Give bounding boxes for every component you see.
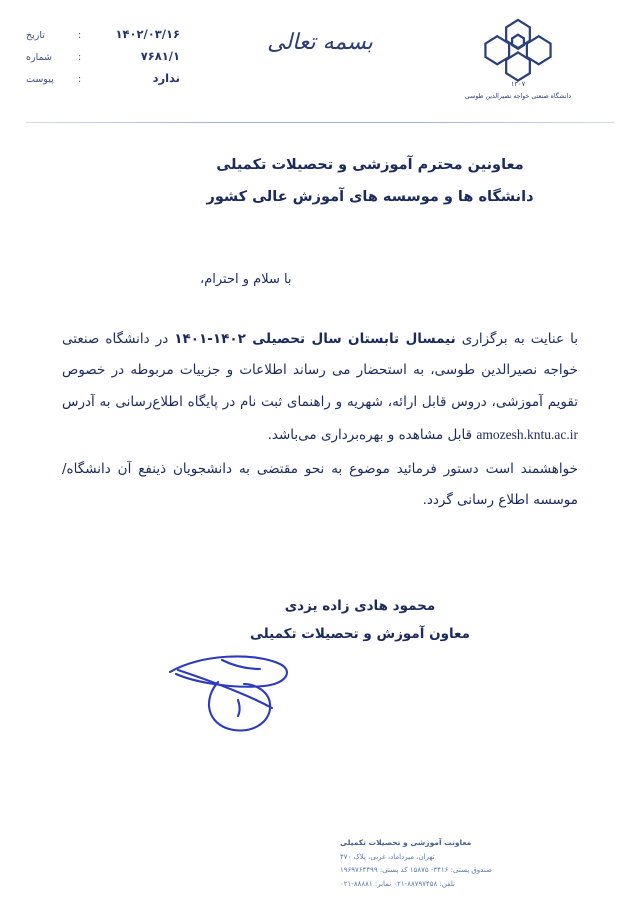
meta-row-number	[26, 46, 206, 68]
footer-phone: تلفن: ۸۸۷۹۷۴۵۸-۰۲۱ نمابر: ۸۸۸۸۱-۰۲۱	[340, 879, 455, 888]
meta-label-number: شماره	[26, 51, 52, 63]
letter-footer	[0, 836, 640, 891]
footer-department: معاونت آموزشی و تحصیلات تکمیلی	[340, 837, 472, 847]
paragraph1-tail: قابل مشاهده و بهره‌برداری می‌باشد.	[267, 426, 477, 443]
addressee-block	[160, 150, 580, 214]
meta-value-attachment: ندارد	[152, 70, 180, 85]
portal-url-text: amozesh.kntu.ac.ir	[476, 426, 578, 442]
meta-colon-number: :	[78, 51, 82, 63]
meta-row-date	[26, 24, 206, 46]
body-paragraph-1	[62, 324, 578, 452]
signatory-title: معاون آموزش و تحصیلات تکمیلی	[249, 626, 471, 643]
addressee-line-2: دانشگاه ها و موسسه های آموزش عالی کشور	[206, 188, 534, 205]
basmala-text: بسمه تعالی	[267, 30, 373, 55]
body-paragraph-2: خواهشمند است دستور فرمائید موضوع به نحو مقتضی به دانشجویان ذینفع آن دانشگاه/موسسه اطلاع رسانی گردد.	[62, 460, 578, 509]
letter-meta-block	[26, 24, 206, 90]
meta-label-attachment: پیوست	[26, 73, 54, 85]
handwritten-signature-icon	[160, 636, 330, 746]
signatory-name: محمود هادی زاده یزدی	[284, 598, 436, 614]
university-name-caption: دانشگاه صنعتی خواجه نصیرالدین طوسی	[464, 92, 572, 100]
meta-colon-attachment: :	[78, 73, 82, 85]
footer-postal: صندوق پستی: ۳۴۱۶- ۱۵۸۷۵ کد پستی: ۱۹۶۹۷۶۴۴۹۹	[340, 866, 492, 875]
university-logo-block	[458, 14, 578, 100]
meta-colon-date: :	[78, 30, 82, 41]
letter-header	[0, 0, 640, 128]
meta-value-date: ۱۴۰۲/۰۳/۱۶	[115, 27, 180, 41]
meta-label-date: تاریخ	[26, 30, 45, 41]
meta-value-number: ۷۶۸۱/۱	[140, 48, 180, 63]
paragraph1-emphasis: نیمسال تابستان سال تحصیلی ۱۴۰۲-۱۴۰۱	[174, 330, 456, 347]
addressee-line-1: معاونین محترم آموزشی و تحصیلات تکمیلی	[216, 157, 524, 173]
footer-address: تهران، میرداماد، غربی، پلاک ۴۷۰	[340, 853, 435, 862]
logo-year-text: ۱۳۰۷	[510, 79, 526, 88]
header-divider	[26, 122, 614, 123]
meta-row-attachment	[26, 68, 206, 90]
greeting-line	[80, 272, 640, 287]
paragraph1-rest: در دانشگاه صنعتی خواجه نصیرالدین طوسی، به استحضار می رساند اطلاعات و جزییات مربوطه در خصوص تقویم آموزشی، دروس قابل ارائه، شهریه و راهنمای ثبت نام در پایگاه اطلاع‌رسانی به آدرس	[62, 330, 578, 410]
greeting-text: با سلام و احترام،	[200, 272, 292, 287]
paragraph1-prefix: با عنایت به برگزاری	[455, 330, 578, 347]
